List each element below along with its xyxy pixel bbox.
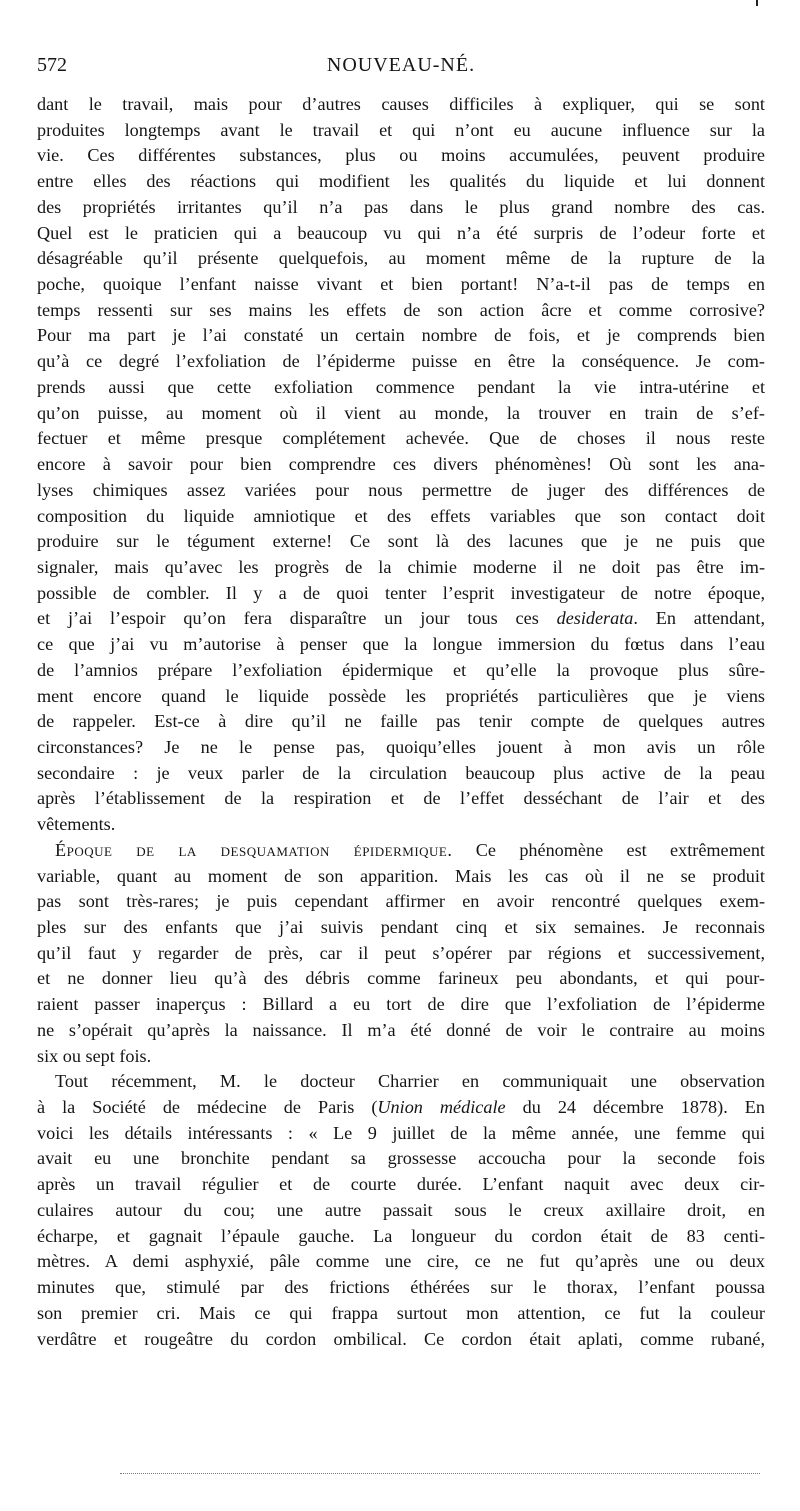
text-fragment: du 24 décembre 1878). En — [505, 1097, 765, 1118]
text-line: verdâtre et rougeâtre du cordon ombilical. Ce cordon était aplati, comme rubané, — [37, 1328, 765, 1349]
text-line: son premier cri. Mais ce qui frappa surtout mon attention, ce fut la couleur — [37, 1302, 765, 1323]
text-line: vie. Ces différentes substances, plus ou moins accumulées, peuvent produire — [37, 145, 765, 166]
text-line: vêtements. — [37, 814, 116, 835]
text-line: dant le travail, mais pour d’autres causes difficiles à expliquer, qui se sont — [37, 94, 765, 114]
text-line: six ou sept fois. — [37, 1045, 152, 1066]
text-line: minutes que, stimulé par des frictions éthérées sur le thorax, l’enfant poussa — [37, 1277, 765, 1298]
italic-term: desiderata — [556, 608, 634, 629]
text-line: des propriétés irritantes qu’il n’a pas dans le plus grand nombre des cas. — [37, 196, 765, 217]
text-fragment: . En attendant, — [633, 608, 765, 629]
page-number: 572 — [37, 54, 67, 76]
text-line: temps ressenti sur ses mains les effets de son action âcre et comme corrosive? — [37, 299, 765, 320]
text-line: produites longtemps avant le travail et qui n’ont eu aucune influence sur la — [37, 119, 765, 140]
text-line: qu’il faut y regarder de près, car il peut s’opérer par régions et successivement, — [37, 942, 765, 963]
text-line: lyses chimiques assez variées pour nous permettre de juger des différences de — [37, 479, 765, 500]
text-line: encore à savoir pour bien comprendre ces divers phénomènes! Où sont les ana- — [37, 454, 765, 475]
text-line: désagréable qu’il présente quelquefois, au moment même de la rupture de la — [37, 248, 765, 269]
text-line — [37, 838, 765, 864]
text-line: ne s’opérait qu’après la naissance. Il m’a été donné de voir le contraire au moins — [37, 1019, 765, 1040]
text-line: de rappeler. Est-ce à dire qu’il ne faille pas tenir compte de quelques autres — [37, 711, 765, 732]
text-line: raient passer inaperçus : Billard a eu tort de dire que l’exfoliation de l’épiderme — [37, 994, 765, 1015]
scan-mark — [756, 0, 758, 6]
text-line: signaler, mais qu’avec les progrès de la chimie moderne il ne doit pas être im- — [37, 556, 765, 577]
text-line: Quel est le praticien qui a beaucoup vu qui n’a été surpris de l’odeur forte et — [37, 222, 765, 243]
text-line: composition du liquide amniotique et des effets variables que son contact doit — [37, 505, 765, 526]
running-head: NOUVEAU-NÉ. — [326, 54, 476, 76]
text-line: et ne donner lieu qu’à des débris comme farineux peu abondants, et qui pour- — [37, 968, 765, 989]
text-line: pas sont très-rares; je puis cependant affirmer en avoir rencontré quelques exem- — [37, 891, 765, 912]
text-line: avait eu une bronchite pendant sa grossesse accoucha pour la seconde fois — [37, 1148, 765, 1169]
text-line: qu’à ce degré l’exfoliation de l’épiderme puisse en être la conséquence. Je com- — [37, 351, 765, 372]
text-line: possible de combler. Il y a de quoi tenter l’esprit investigateur de notre époque, — [37, 582, 765, 603]
text-line: après l’établissement de la respiration et de l’effet desséchant de l’air et des — [37, 788, 765, 809]
text-line: entre elles des réactions qui modifient les qualités du liquide et lui donnent — [37, 171, 765, 192]
text-fragment: Ce phénomène est extrêmement — [452, 839, 765, 860]
text-line — [37, 606, 765, 632]
page-header — [37, 54, 765, 84]
text-line: circonstances? Je ne le pense pas, quoiqu’elles jouent à mon avis un rôle — [37, 736, 765, 757]
text-line: produire sur le tégument externe! Ce sont là des lacunes que je ne puis que — [37, 531, 765, 552]
text-line: voici les détails intéressants : « Le 9 juillet de la même année, une femme qui — [37, 1122, 765, 1143]
text-line: Tout récemment, M. le docteur Charrier en communiquait une observation — [55, 1071, 765, 1092]
body-text — [37, 92, 765, 1352]
italic-citation: Union médicale — [377, 1097, 506, 1118]
text-line: secondaire : je veux parler de la circulation beaucoup plus active de la peau — [37, 762, 765, 783]
text-line: écharpe, et gagnait l’épaule gauche. La longueur du cordon était de 83 centi- — [37, 1225, 765, 1246]
text-line: ce que j’ai vu m’autorise à penser que la longue immersion du fœtus dans l’eau — [37, 634, 765, 655]
text-line: poche, quoique l’enfant naisse vivant et bien portant! N’a-t-il pas de temps en — [37, 274, 765, 295]
text-line: ment encore quand le liquide possède les propriétés particulières que je viens — [37, 685, 765, 706]
text-line: qu’on puisse, au moment où il vient au monde, la trouver en train de s’ef- — [37, 402, 765, 423]
footer-rule — [120, 1473, 760, 1474]
text-line: variable, quant au moment de son apparition. Mais les cas où il ne se produit — [37, 865, 765, 886]
text-line — [37, 1095, 765, 1121]
text-line: culaires autour du cou; une autre passait sous le creux axillaire droit, en — [37, 1199, 765, 1220]
text-line: prends aussi que cette exfoliation commence pendant la vie intra-utérine et — [37, 376, 765, 397]
text-fragment: à la Société de médecine de Paris ( — [37, 1097, 378, 1118]
section-heading: Époque de la desquamation épidermique. — [55, 839, 453, 860]
text-line: Pour ma part je l’ai constaté un certain nombre de fois, et je comprends bien — [37, 325, 765, 346]
text-line: fectuer et même presque complétement achevée. Que de choses il nous reste — [37, 428, 765, 449]
text-fragment: et j’ai l’espoir qu’on fera disparaître un jour tous ces — [37, 608, 557, 629]
text-line: ples sur des enfants que j’ai suivis pendant cinq et six semaines. Je reconnais — [37, 917, 765, 937]
text-line: de l’amnios prépare l’exfoliation épidermique et qu’elle la provoque plus sûre- — [37, 659, 765, 680]
text-line: mètres. A demi asphyxié, pâle comme une cire, ce ne fut qu’après une ou deux — [37, 1251, 765, 1272]
text-line: après un travail régulier et de courte durée. L’enfant naquit avec deux cir- — [37, 1174, 765, 1195]
